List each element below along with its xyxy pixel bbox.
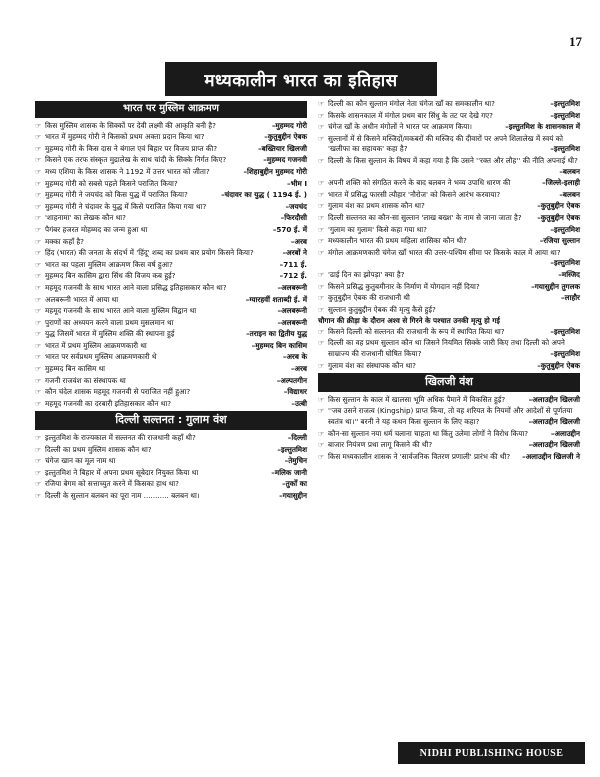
qa-item xyxy=(318,429,580,440)
answer-text: –अलबरूनी xyxy=(277,317,307,327)
question-text: महमूद गजनवी के साथ भारत आने वाला मुस्लिम विद्वान था xyxy=(45,306,197,316)
answer-text: –तेमुचिन xyxy=(284,456,307,466)
question-text: मंगोल आक्रमणकारी चंगेज खाँ भारत की उत्तर-पश्चिम सीमा पर किसके काल में आया था? xyxy=(328,247,561,257)
qa-item xyxy=(35,132,307,143)
answer-text: –अलाउद्दीन खिलजी xyxy=(528,417,580,427)
question-text: मुहम्मद बिन कासिम द्वारा सिंध की विजय कब हुई? xyxy=(45,271,176,281)
answer-text: –इल्तुतमिश xyxy=(550,258,580,268)
question-text: मुहम्मद बिन कासिम था xyxy=(45,364,106,374)
qa-list-slave-dynasty-continued xyxy=(318,99,580,315)
qa-item xyxy=(35,433,307,444)
qa-item xyxy=(35,364,307,375)
answer-text: –अरब xyxy=(290,236,307,246)
answer-text: –दिल्ली xyxy=(287,433,307,443)
question-text: 'गुलाम का गुलाम' किसे कहा गया था? xyxy=(328,224,427,234)
question-text: भारत में मुहम्मद गोरी ने किसको प्रथम अक्ता प्रदान किया था? xyxy=(45,132,205,142)
qa-item xyxy=(318,201,580,212)
answer-text: –अलाउद्दीन xyxy=(550,428,580,438)
answer-text: –कुतुबुद्दीन ऐबक xyxy=(537,212,580,222)
question-text: मक्का कहाँ है? xyxy=(45,236,84,246)
qa-item xyxy=(35,399,307,410)
qa-item xyxy=(35,190,307,201)
question-text: किसने दिल्ली को सल्तनत की राजधानी के रूप में स्थापित किया था? xyxy=(328,326,505,336)
qa-item xyxy=(35,295,307,306)
qa-item xyxy=(318,327,580,338)
publisher-footer: NIDHI PUBLISHING HOUSE xyxy=(398,742,585,764)
answer-text: –अलाउद्दीन खिलजी xyxy=(528,394,580,404)
qa-item xyxy=(35,456,307,467)
answer-text: –अलबरूनी xyxy=(277,306,307,316)
qa-item xyxy=(35,248,307,259)
qa-item xyxy=(35,283,307,294)
qa-item xyxy=(318,190,580,201)
question-text: किसने प्रसिद्ध कुतुबमीनार के निर्माण में योगदान नहीं दिया? xyxy=(328,281,480,291)
qa-item xyxy=(35,468,307,479)
qa-list-slave-dynasty-end xyxy=(318,327,580,371)
right-column xyxy=(318,99,580,463)
question-text: कौन-सा सुल्तान नया धर्म चलाना चाहता था किंतु उलेमा लोगों ने विरोध किया? xyxy=(328,428,529,438)
qa-item xyxy=(318,305,580,316)
answer-text: –अलबरूनी xyxy=(277,282,307,292)
question-text: किसने एक तरफ संस्कृत मुद्रालेख के साथ चांदी के सिक्के निर्गत किए? xyxy=(45,155,227,165)
answer-text: –ग्यारहवीं शताब्दी ई. में xyxy=(245,294,307,304)
answer-text: –भीम I xyxy=(287,178,307,188)
page-title-banner: मध्यकालीन भारत का इतिहास xyxy=(165,62,437,96)
qa-list-khilji-dynasty xyxy=(318,395,580,463)
qa-item xyxy=(318,111,580,122)
question-text: मुहम्मद गोरी को सबसे पहले किसने पराजित किया? xyxy=(45,178,178,188)
qa-item xyxy=(318,338,580,359)
answer-text: –कुतुबुद्दीन ऐबक xyxy=(537,201,580,211)
qa-item xyxy=(318,225,580,236)
qa-item xyxy=(35,352,307,363)
qa-item xyxy=(318,122,580,133)
question-text: मध्य एशिया के किस शासक ने 1192 में उत्तर भारत को जीता? xyxy=(45,166,210,176)
question-text: रजिया बेगम को सत्ताच्युत करने में किसका हाथ था? xyxy=(45,479,179,489)
answer-text: –गयासुद्दीन तुगलक xyxy=(531,281,580,291)
question-text: बाजार नियंत्रण प्रथा लागू किसने की थी? xyxy=(328,440,433,450)
qa-item xyxy=(318,293,580,304)
bold-answer-aibak-death: चौगान की क्रीड़ा के दौरान अश्व से गिरने के पश्चात उनकी मृत्यु हो गई xyxy=(318,316,500,326)
question-text: मुहम्मद गोरी ने चंदावर के युद्ध में किसे पराजित किया गया था? xyxy=(45,201,207,211)
qa-item xyxy=(35,213,307,224)
question-text: दिल्ली सल्तनत का कौन-सा सुल्तान 'लाख बख्श' के नाम से जाना जाता है? xyxy=(328,212,522,222)
answer-text: –कुतुबुद्दीन ऐबक xyxy=(537,360,580,370)
qa-item xyxy=(35,318,307,329)
question-text: चंगेज खाँ के अधीन मंगोलों ने भारत पर आक्रमण किया। xyxy=(328,122,472,132)
question-text: किस सुल्तान के काल में खालसा भूमि अधिक पैमाने में विकसित हुई? xyxy=(328,394,506,404)
question-text: भारत का पहला मुस्लिम आक्रमण किस वर्ष हुआ? xyxy=(45,259,173,269)
qa-item xyxy=(35,121,307,132)
qa-item xyxy=(35,155,307,166)
question-text: मध्यकालीन भारत की प्रथम महिला शासिका कौन थी? xyxy=(328,236,467,246)
qa-item xyxy=(318,452,580,463)
answer-text: –फिरदौसी xyxy=(280,213,307,223)
qa-item xyxy=(35,260,307,271)
answer-text: –विद्याधर xyxy=(283,387,307,397)
answer-text: –जिल्ले-इलाही xyxy=(542,178,580,188)
qa-item xyxy=(318,178,580,189)
answer-text: –मलिक जानी xyxy=(271,467,307,477)
question-text: महमूद गजनवी का दरबारी इतिहासकार कौन था? xyxy=(45,398,172,408)
answer-text: –गयासुद्दीन xyxy=(279,491,307,500)
question-text: दिल्ली का प्रथम मुस्लिम शासक कौन था? xyxy=(45,444,152,454)
section-heading-slave-dynasty: दिल्ली सल्तनत : गुलाम वंश xyxy=(35,411,307,430)
qa-item xyxy=(35,491,307,502)
qa-item xyxy=(35,376,307,387)
qa-item xyxy=(35,387,307,398)
qa-item xyxy=(318,440,580,451)
question-text: गजनी राजवंश का संस्थापक था xyxy=(45,375,126,385)
qa-item xyxy=(35,202,307,213)
qa-list-slave-dynasty xyxy=(35,433,307,502)
qa-item xyxy=(318,395,580,406)
question-text: गुलाम वंश का प्रथम शासक कौन था? xyxy=(328,201,425,211)
qa-item xyxy=(318,156,580,177)
answer-text: –इल्तुतमिश xyxy=(550,326,580,336)
answer-text: –इल्तुतमिश xyxy=(550,110,580,120)
question-text: अपनी शक्ति को संगठित करने के बाद बलबन ने भव्य उपाधि धारण की xyxy=(328,178,511,188)
page-number: 17 xyxy=(569,34,582,49)
qa-item xyxy=(318,236,580,247)
question-text: भारत में प्रथम मुस्लिम आक्रमणकारी था xyxy=(45,340,147,350)
left-column xyxy=(35,99,307,503)
question-text: हिंद (भारत) की जनता के संदर्भ में 'हिंदू' शब्द का प्रथम बार प्रयोग किसने किया? xyxy=(45,248,254,258)
answer-text: –अलाउद्दीन खिलजी ने xyxy=(522,451,580,461)
question-text: दिल्ली के किस सुल्तान के विषय में कहा गया है कि उसने ''रक्त और लौह'' की नीति अपनाई थी? xyxy=(328,155,578,165)
answer-text: –बलबन xyxy=(559,189,580,199)
answer-text: –अरब xyxy=(290,364,307,374)
answer-text: –712 ई. xyxy=(279,271,307,281)
answer-text: –उत्बी xyxy=(291,398,307,408)
question-text: दिल्ली का वह प्रथम सुल्तान कौन था जिसने नियमित सिक्के जारी किए तथा दिल्ली को अपने साम्राज्य की राजधानी घोषित किया? xyxy=(328,338,565,359)
question-text: सुल्तानों में से किसने मस्जिदों/मकबरों की मस्जिद की दीवारों पर अपने शिलालेख में स्वयं को 'खलीफा का सहायक' कहा है? xyxy=(328,133,564,154)
qa-item xyxy=(35,179,307,190)
question-text: पैगंबर हजरत मोहम्मद का जन्म हुआ था xyxy=(45,224,148,234)
answer-text: –इल्तुतमिश xyxy=(277,444,307,454)
qa-list-muslim-invasion xyxy=(35,121,307,410)
qa-item xyxy=(318,99,580,110)
question-text: इल्तुतमिश ने बिहार में अपना प्रथम सूबेदार नियुक्त किया था xyxy=(45,467,199,477)
answer-text: –मुहम्मद बिन कासिम xyxy=(251,340,307,350)
question-text: मुहम्मद गोरी के किस दास ने बंगाल एवं बिहार पर विजय प्राप्त की? xyxy=(45,143,218,153)
question-text: इल्तुतमिश के राज्यकाल में सल्तनत की राजधानी कहाँ थी? xyxy=(45,433,196,443)
answer-text: –शिहाबुद्दीन मुहम्मद गोरी xyxy=(243,166,307,176)
answer-text: –तराइन का द्वितीय युद्ध xyxy=(246,329,307,339)
qa-item xyxy=(35,167,307,178)
question-text: गुलाम वंश का संस्थापक कौन था? xyxy=(328,360,416,370)
question-text: किसके शासनकाल में मंगोल प्रथम बार सिंधु के तट पर देखे गए? xyxy=(328,110,493,120)
answer-text: –मस्जिद xyxy=(558,269,580,279)
section-heading-muslim-invasion: भारत पर मुस्लिम आक्रमण xyxy=(35,101,307,118)
answer-text: –बलबन xyxy=(559,166,580,176)
question-text: दिल्ली का कौन सुल्तान मंगोल नेता चंगेज खाँ का समकालीन था? xyxy=(328,99,495,108)
qa-item xyxy=(35,306,307,317)
question-text: भारत में प्रसिद्ध फारसी त्यौहार 'नौरोज' को किसने आरंभ करवाया? xyxy=(328,189,501,199)
qa-item xyxy=(35,479,307,490)
answer-text: –अरब के xyxy=(282,352,307,362)
qa-item xyxy=(35,271,307,282)
question-text: युद्ध जिसमें भारत में मुस्लिम शक्ति की स्थापना हुई xyxy=(45,329,175,339)
question-text: किस मध्यकालीन शासक ने 'सार्वजनिक वितरण प्रणाली' प्रारंभ की थी? xyxy=(328,451,511,461)
answer-text: –मुहम्मद गोरी xyxy=(271,120,307,130)
qa-item xyxy=(35,445,307,456)
qa-item xyxy=(35,329,307,340)
question-text: पुराणों का अध्ययन करने वाला प्रथम मुसलमान था xyxy=(45,317,174,327)
question-text: दिल्ली के सुल्तान बलबन का पूरा नाम ........... बलबन था। xyxy=(45,491,200,500)
answer-text: –अलाउद्दीन खिलजी xyxy=(528,440,580,450)
question-text: 'ढाई दिन का झोपड़ा' क्या है? xyxy=(328,269,405,279)
question-text: भारत पर सर्वप्रथम मुस्लिम आक्रमणकारी थे xyxy=(45,352,157,362)
answer-text: –अल्पतगीन xyxy=(276,375,307,385)
answer-text: –इल्तुतमिश के शासनकाल में xyxy=(505,122,580,132)
qa-item xyxy=(318,270,580,281)
question-text: अलबरूनी भारत में आया था xyxy=(45,294,119,304)
answer-text: –अरबों ने xyxy=(282,248,307,258)
answer-text: –मुहम्मद गजनवी xyxy=(263,155,307,165)
question-text: कुतुबुद्दीन ऐबक की राजधानी थी xyxy=(328,293,410,303)
qa-item xyxy=(318,361,580,372)
question-text: किस मुस्लिम शासक के सिक्कों पर देवी लक्ष्मी की आकृति बनी है? xyxy=(45,120,216,130)
question-text: मुहम्मद गोरी ने जयचंद को किस युद्ध में पराजित किया? xyxy=(45,190,188,200)
qa-item xyxy=(35,341,307,352)
qa-item xyxy=(318,213,580,224)
qa-item xyxy=(318,282,580,293)
answer-text: –इल्तुतमिश xyxy=(550,349,580,359)
section-heading-khilji-dynasty: खिलजी वंश xyxy=(318,373,580,392)
answer-text: –570 ई. में xyxy=(272,224,307,234)
question-text: महमूद गजनवी के साथ भारत आने वाला प्रसिद्ध इतिहासकार कौन था? xyxy=(45,282,227,292)
answer-text: –चंदावर का युद्ध ( 1194 ई. ) xyxy=(221,190,307,200)
qa-item xyxy=(318,406,580,427)
answer-text: –बख्तियार खिलजी xyxy=(258,143,307,153)
answer-text: –रजिया सुल्तान xyxy=(539,236,580,246)
question-text: 'शाहनामा' का लेखक कौन था? xyxy=(45,213,126,223)
answer-text: –जयचंद xyxy=(285,201,307,211)
answer-text: –इल्तुतमिश xyxy=(550,144,580,154)
answer-text: –तुर्कों का xyxy=(282,479,307,489)
answer-text: –711 ई. xyxy=(279,259,307,269)
qa-item xyxy=(318,134,580,155)
question-text: चंगेज खान का मूल नाम था xyxy=(45,456,116,466)
question-text: सुल्तान कुतुबुद्दीन ऐबक की मृत्यु कैसे हुई? xyxy=(328,304,436,314)
question-text: ''जब उसने राजत्व (Kingship) प्राप्त किया, तो वह शरियत के नियमों और आदेशों से पूर्णतया स्वतंत्र था।'' बरनी ने यह कथन किस सुल्तान के लिए कहा? xyxy=(328,406,573,427)
answer-text: –लाहौर xyxy=(561,293,580,303)
answer-text: –कुतुबुद्दीन ऐबक xyxy=(264,132,307,142)
qa-item xyxy=(35,144,307,155)
answer-text: –इल्तुतमिश xyxy=(550,224,580,234)
qa-item xyxy=(35,237,307,248)
question-text: कौन चंदेल शासक महमूद गजनवी से पराजित नहीं हुआ? xyxy=(45,387,191,397)
qa-item xyxy=(318,248,580,269)
qa-item xyxy=(35,225,307,236)
answer-text: –इल्तुतमिश xyxy=(550,99,580,108)
